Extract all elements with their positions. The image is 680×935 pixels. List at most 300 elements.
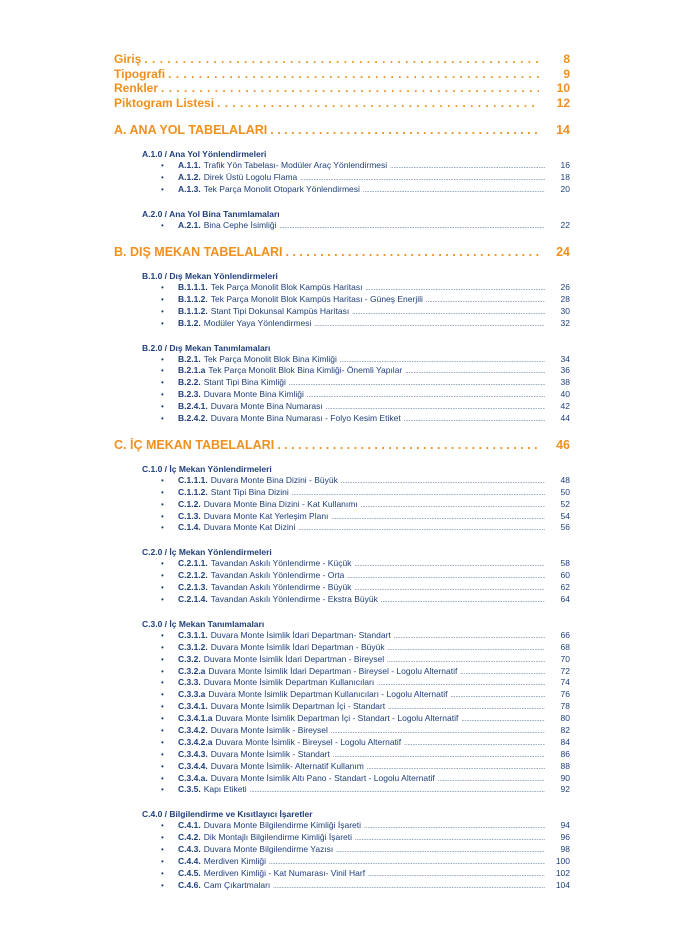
item-text: Direk Üstü Logolu Flama [203, 172, 298, 183]
toc-item[interactable] [161, 784, 570, 796]
page-number: 18 [560, 172, 570, 183]
item-code: C.1.1.2. [178, 486, 208, 497]
item-label [178, 172, 297, 184]
item-label [178, 761, 364, 773]
dot-leader [144, 52, 539, 67]
toc-item[interactable] [161, 749, 570, 761]
bullet-icon: • [161, 294, 164, 304]
page-number: 66 [560, 629, 570, 640]
toc-item[interactable] [161, 868, 570, 880]
item-label [178, 594, 378, 606]
toc-item[interactable] [161, 220, 570, 232]
toc-item[interactable] [161, 582, 570, 594]
item-label [178, 475, 338, 487]
page-number: 86 [560, 748, 570, 759]
item-text: Duvara Monte İsimlik İdari Departman - Bireysel [203, 653, 385, 664]
item-text: Duvara Monte İsimlik Departman Kullanıcıları [203, 677, 375, 688]
page-number: 98 [560, 844, 570, 855]
bullet-icon: • [161, 354, 164, 364]
item-label [178, 413, 401, 425]
item-code: C.3.4.a. [178, 772, 208, 783]
toc-item[interactable] [161, 318, 570, 330]
page-number: 32 [560, 317, 570, 328]
item-label [178, 570, 344, 582]
dot-leader [168, 67, 539, 82]
item-code: B.2.3. [178, 389, 201, 400]
page-number: 62 [560, 582, 570, 593]
toc-item[interactable] [161, 511, 570, 523]
bullet-icon: • [161, 559, 164, 569]
toc-item[interactable] [161, 558, 570, 570]
toc-item[interactable] [161, 773, 570, 785]
item-text: Stant Tipi Dokunsal Kampüs Haritası [210, 305, 350, 316]
toc-item[interactable] [161, 689, 570, 701]
bullet-icon: • [161, 642, 164, 652]
spacer [114, 260, 570, 270]
item-text: Tavandan Askılı Yönlendirme - Küçük [210, 558, 352, 569]
page-number: 14 [556, 123, 570, 138]
bullet-icon: • [161, 402, 164, 412]
dot-leader [289, 379, 545, 389]
toc-item[interactable] [161, 654, 570, 666]
dot-leader [461, 715, 545, 725]
bullet-icon: • [161, 185, 164, 195]
section-heading[interactable] [114, 437, 570, 453]
item-code: C.4.3. [178, 844, 201, 855]
dot-leader [352, 308, 545, 318]
item-text: Bina Cephe İsimliği [203, 220, 277, 231]
page-number: 44 [560, 412, 570, 423]
item-code: B.2.1.a [178, 365, 206, 376]
item-code: C.3.4.2. [178, 724, 208, 735]
item-code: C.3.4.3. [178, 748, 208, 759]
bullet-icon: • [161, 678, 164, 688]
bullet-icon: • [161, 173, 164, 183]
bullet-icon: • [161, 630, 164, 640]
page-number: 22 [560, 220, 570, 231]
item-label [178, 773, 435, 785]
item-label [178, 844, 333, 856]
item-label [178, 511, 328, 523]
dot-leader [161, 81, 539, 96]
dot-leader [336, 846, 545, 856]
page-number: 74 [560, 677, 570, 688]
page-number: 58 [560, 558, 570, 569]
dot-leader [364, 822, 545, 832]
spacer [114, 232, 570, 244]
toc-item[interactable] [161, 820, 570, 832]
item-label [178, 582, 351, 594]
dot-leader [354, 560, 545, 570]
toc-item[interactable] [161, 844, 570, 856]
toc-item[interactable] [161, 282, 570, 294]
subsection-title: B.2.0 / Dış Mekan Tanımlamaları [142, 342, 271, 353]
dot-leader [331, 727, 545, 737]
bullet-icon: • [161, 282, 164, 292]
item-text: Duvara Monte İsimlik Departman İçi - Standart - Logolu Alternatif [215, 713, 459, 724]
item-text: Duvara Monte Bina Dizini - Kat Kullanımı [203, 498, 358, 509]
bullet-icon: • [161, 773, 164, 783]
toc-top-entry[interactable] [114, 96, 570, 111]
bullet-icon: • [161, 821, 164, 831]
page-number: 104 [555, 879, 570, 890]
section-heading[interactable] [114, 244, 570, 260]
item-label [178, 701, 385, 713]
item-text: Tavandan Askılı Yönlendirme - Ekstra Büyük [210, 593, 378, 604]
dot-leader [460, 668, 545, 678]
toc-item[interactable] [161, 184, 570, 196]
item-code: C.1.4. [178, 522, 201, 533]
bullet-icon: • [161, 594, 164, 604]
toc-item[interactable] [161, 365, 570, 377]
bullet-icon: • [161, 390, 164, 400]
item-label [178, 499, 358, 511]
item-label [178, 282, 362, 294]
entry-label: Giriş [114, 52, 142, 66]
page-number: 88 [560, 760, 570, 771]
dot-leader [298, 524, 545, 534]
toc-top-entry[interactable] [114, 81, 570, 96]
dot-leader [331, 513, 545, 523]
page-number: 9 [563, 66, 570, 81]
item-code: C.4.2. [178, 832, 201, 843]
item-label [178, 689, 447, 701]
page-number: 20 [560, 184, 570, 195]
entry-label: Renkler [114, 81, 159, 96]
spacer [114, 330, 570, 342]
item-text: Duvara Monte Kat Dizini [203, 522, 296, 533]
item-code: B.2.1. [178, 353, 201, 364]
dot-leader [286, 244, 539, 260]
subsection-title: C.4.0 / Bilgilendirme ve Kısıtlayıcı İşaretler [142, 809, 313, 820]
item-code: C.4.5. [178, 867, 201, 878]
item-text: Stant Tipi Bina Dizini [210, 486, 289, 497]
item-label [178, 389, 304, 401]
item-text: Duvara Monte Bina Numarası - Folyo Kesim Etiket [210, 412, 401, 423]
item-code: B.2.4.1. [178, 401, 208, 412]
item-label [178, 654, 384, 666]
item-text: Kapı Etiketi [203, 784, 247, 795]
dot-leader [333, 751, 545, 761]
item-text: Duvara Monte İsimlik İdari Departman - Büyük [210, 641, 385, 652]
item-code: B.1.1.2. [178, 305, 208, 316]
item-code: A.1.3. [178, 184, 201, 195]
dot-leader [355, 834, 545, 844]
item-label [178, 725, 328, 737]
bullet-icon: • [161, 487, 164, 497]
item-code: C.3.2. [178, 653, 201, 664]
section-title: A. ANA YOL TABELALARI [114, 123, 268, 138]
bullet-icon: • [161, 761, 164, 771]
item-label [178, 677, 374, 689]
toc-item[interactable] [161, 701, 570, 713]
item-text: Tavandan Askılı Yönlendirme - Büyük [210, 582, 352, 593]
dot-leader [307, 391, 545, 401]
dot-leader [326, 403, 545, 413]
page-number: 78 [560, 701, 570, 712]
toc-item[interactable] [161, 377, 570, 389]
item-text: Duvara Monte İsimlik- Alternatif Kullanım [210, 760, 364, 771]
toc-item[interactable] [161, 832, 570, 844]
bullet-icon: • [161, 511, 164, 521]
dot-leader [381, 596, 545, 606]
dot-leader [365, 284, 545, 294]
item-text: Duvara Monte İsimlik Altı Pano - Standart - Logolu Alternatif [210, 772, 435, 783]
toc-item[interactable] [161, 677, 570, 689]
page-number: 54 [560, 510, 570, 521]
page-number: 68 [560, 641, 570, 652]
item-label [178, 737, 401, 749]
item-text: Duvara Monte Kat Yerleşim Planı [203, 510, 329, 521]
toc-top-entry[interactable] [114, 52, 570, 67]
dot-leader [450, 691, 545, 701]
spacer [114, 534, 570, 546]
bullet-icon: • [161, 737, 164, 747]
spacer [114, 453, 570, 463]
item-code: B.1.1.1. [178, 281, 208, 292]
subsection-title: A.1.0 / Ana Yol Yönlendirmeleri [142, 149, 267, 160]
page-number: 12 [556, 95, 570, 110]
page-number: 38 [560, 377, 570, 388]
item-code: C.3.4.1. [178, 701, 208, 712]
bullet-icon: • [161, 583, 164, 593]
item-code: C.4.1. [178, 820, 201, 831]
toc-item[interactable] [161, 642, 570, 654]
item-code: B.1.2. [178, 317, 201, 328]
item-text: Tek Parça Monolit Blok Bina Kimliği- Önemli Yapılar [208, 365, 403, 376]
toc-item[interactable] [161, 856, 570, 868]
bullet-icon: • [161, 366, 164, 376]
item-code: C.3.4.2.a [178, 736, 213, 747]
page-number: 70 [560, 653, 570, 664]
item-text: Duvara Monte İsimlik İdari Departman- Standart [210, 629, 391, 640]
subsection-title: C.1.0 / İç Mekan Yönlendirmeleri [142, 463, 272, 474]
item-code: C.2.1.1. [178, 558, 208, 569]
subsection-title: A.2.0 / Ana Yol Bina Tanımlamaları [142, 209, 280, 220]
item-text: Stant Tipi Bina Kimliği [203, 377, 286, 388]
item-code: C.1.2. [178, 498, 201, 509]
item-label [178, 160, 387, 172]
dot-leader [279, 222, 545, 232]
bullet-icon: • [161, 725, 164, 735]
dot-leader [387, 656, 545, 666]
dot-leader [354, 584, 545, 594]
dot-leader [361, 501, 545, 511]
bullet-icon: • [161, 499, 164, 509]
toc-item[interactable] [161, 413, 570, 425]
item-text: Duvara Monte Bina Dizini - Büyük [210, 474, 338, 485]
dot-leader [394, 632, 545, 642]
item-text: Merdiven Kimliği - Kat Numarası- Vinil Harf [203, 867, 366, 878]
item-label [178, 354, 337, 366]
spacer [114, 110, 570, 122]
toc-item[interactable] [161, 725, 570, 737]
item-label [178, 318, 311, 330]
dot-leader [277, 437, 539, 453]
item-text: Duvara Monte İsimlik - Bireysel [210, 724, 328, 735]
toc-item[interactable] [161, 294, 570, 306]
bullet-icon: • [161, 413, 164, 423]
bullet-icon: • [161, 666, 164, 676]
item-text: Duvara Monte Bina Kimliği [203, 389, 304, 400]
entry-label: Piktogram Listesi [114, 95, 215, 110]
item-code: C.3.1.2. [178, 641, 208, 652]
bullet-icon: • [161, 571, 164, 581]
bullet-icon: • [161, 868, 164, 878]
toc-item[interactable] [161, 160, 570, 172]
page-number: 28 [560, 293, 570, 304]
dot-leader [341, 477, 545, 487]
dot-leader [377, 679, 545, 689]
page-number: 92 [560, 784, 570, 795]
item-text: Duvara Monte Bina Numarası [210, 401, 323, 412]
toc-item[interactable] [161, 713, 570, 725]
subsection-title: B.1.0 / Dış Mekan Yönlendirmeleri [142, 270, 278, 281]
item-label [178, 377, 286, 389]
page-number: 64 [560, 593, 570, 604]
bullet-icon: • [161, 785, 164, 795]
toc-item[interactable] [161, 570, 570, 582]
toc-item[interactable] [161, 499, 570, 511]
item-label [178, 294, 423, 306]
item-label [178, 666, 457, 678]
item-code: C.3.4.1.a [178, 713, 213, 724]
page-number: 84 [560, 736, 570, 747]
section-title: B. DIŞ MEKAN TABELALARI [114, 244, 283, 259]
subsection-title: C.3.0 / İç Mekan Tanımlamaları [142, 618, 265, 629]
bullet-icon: • [161, 161, 164, 171]
item-label [178, 856, 266, 868]
toc-item[interactable] [161, 401, 570, 413]
dot-leader [269, 858, 545, 868]
toc-item[interactable] [161, 630, 570, 642]
item-code: C.1.3. [178, 510, 201, 521]
page-number: 40 [560, 389, 570, 400]
bullet-icon: • [161, 654, 164, 664]
page-number: 60 [560, 570, 570, 581]
dot-leader [368, 870, 545, 880]
dot-leader [250, 786, 545, 796]
page-number: 96 [560, 832, 570, 843]
dot-leader [426, 296, 545, 306]
item-text: Dik Montajlı Bilgilendirme Kimliği İşareti [203, 832, 353, 843]
page-number: 36 [560, 365, 570, 376]
item-label [178, 868, 365, 880]
dot-leader [363, 186, 545, 196]
item-label [178, 880, 270, 892]
page-number: 46 [556, 437, 570, 452]
item-code: B.2.2. [178, 377, 201, 388]
bullet-icon: • [161, 221, 164, 231]
item-code: B.1.1.2. [178, 293, 208, 304]
spacer [114, 796, 570, 808]
page-number: 26 [560, 281, 570, 292]
toc-item[interactable] [161, 594, 570, 606]
toc-item[interactable] [161, 475, 570, 487]
item-text: Tek Parça Monolit Blok Bina Kimliği [203, 353, 337, 364]
dot-leader [367, 763, 545, 773]
page-number: 24 [556, 244, 570, 259]
subsection-title: C.2.0 / İç Mekan Yönlendirmeleri [142, 547, 272, 558]
page-number: 76 [560, 689, 570, 700]
bullet-icon: • [161, 749, 164, 759]
dot-leader [217, 96, 539, 111]
toc-item[interactable] [161, 880, 570, 892]
toc-item[interactable] [161, 354, 570, 366]
item-label [178, 522, 295, 534]
item-code: C.2.1.2. [178, 570, 208, 581]
item-code: B.2.4.2. [178, 412, 208, 423]
section-heading[interactable] [114, 122, 570, 138]
page-number: 82 [560, 724, 570, 735]
item-code: C.3.3.a [178, 689, 206, 700]
bullet-icon: • [161, 378, 164, 388]
item-label [178, 713, 458, 725]
item-text: Duvara Monte Bilgilendirme Yazısı [203, 844, 334, 855]
item-code: A.1.2. [178, 172, 201, 183]
item-text: Tavandan Askılı Yönlendirme - Orta [210, 570, 345, 581]
item-text: Duvara Monte İsimlik Departman Kullanıcıları - Logolu Alternatif [208, 689, 448, 700]
item-label [178, 306, 349, 318]
toc-item[interactable] [161, 389, 570, 401]
dot-leader [388, 644, 545, 654]
bullet-icon: • [161, 475, 164, 485]
item-code: C.3.4.4. [178, 760, 208, 771]
dot-leader [292, 489, 545, 499]
item-text: Duvara Monte Bilgilendirme Kimliği İşareti [203, 820, 361, 831]
item-label [178, 401, 323, 413]
toc-top-entry[interactable] [114, 67, 570, 82]
item-text: Tek Parça Monolit Blok Kampüs Haritası - Güneş Enerjili [210, 293, 423, 304]
toc-item[interactable] [161, 306, 570, 318]
entry-label: Tipografi [114, 66, 166, 81]
bullet-icon: • [161, 880, 164, 890]
dot-leader [388, 703, 545, 713]
item-code: C.2.1.3. [178, 582, 208, 593]
dot-leader [347, 572, 545, 582]
toc-item[interactable] [161, 522, 570, 534]
toc-item[interactable] [161, 737, 570, 749]
page-number: 90 [560, 772, 570, 783]
item-code: A.2.1. [178, 220, 201, 231]
item-text: Trafik Yön Tabelası- Modüler Araç Yönlendirmesi [203, 160, 388, 171]
page-number: 48 [560, 474, 570, 485]
toc-item[interactable] [161, 172, 570, 184]
bullet-icon: • [161, 690, 164, 700]
item-label [178, 184, 360, 196]
item-label [178, 558, 351, 570]
item-text: Cam Çıkartmaları [203, 879, 271, 890]
page-number: 102 [555, 867, 570, 878]
toc-item[interactable] [161, 666, 570, 678]
toc-item[interactable] [161, 761, 570, 773]
page-number: 34 [560, 353, 570, 364]
item-code: C.3.3. [178, 677, 201, 688]
dot-leader [273, 882, 545, 892]
dot-leader [390, 162, 545, 172]
item-text: Duvara Monte İsimlik Departman İçi - Standart [210, 701, 386, 712]
page-number: 80 [560, 713, 570, 724]
page-number: 50 [560, 486, 570, 497]
item-code: C.4.4. [178, 856, 201, 866]
item-text: Merdiven Kimliği [203, 856, 267, 866]
spacer [114, 425, 570, 437]
item-label [178, 630, 391, 642]
page-number: 100 [555, 856, 570, 866]
bullet-icon: • [161, 306, 164, 316]
toc-item[interactable] [161, 487, 570, 499]
dot-leader [314, 320, 545, 330]
